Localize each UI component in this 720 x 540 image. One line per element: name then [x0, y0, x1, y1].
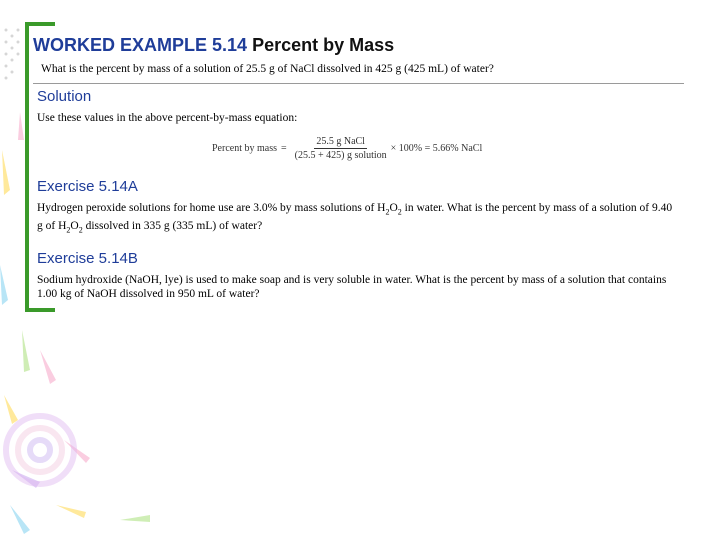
equation-numerator: 25.5 g NaCl [316, 135, 365, 147]
title-main: Percent by Mass [252, 35, 395, 55]
title-prefix: WORKED EXAMPLE 5.14 [33, 35, 248, 55]
dot-pattern-decoration [5, 29, 20, 80]
page-title [33, 35, 394, 56]
swirl-decoration [6, 416, 74, 484]
equation-equals: = [281, 142, 287, 154]
exercise-b-text: Sodium hydroxide (NaOH, lye) is used to make soap and is very soluble in water. What is the percent by mass of a solution that contains 1.00 kg of NaOH dissolved in 950 mL of water? [37, 274, 667, 300]
color-streaks-decoration [0, 112, 150, 534]
divider [33, 83, 684, 84]
percent-by-mass-equation [212, 134, 482, 162]
equation-fraction [295, 136, 387, 161]
exercise-b-heading: Exercise 5.14B [37, 250, 138, 267]
exercise-a-text: Hydrogen peroxide solutions for home use are 3.0% by mass solutions of $H_2O_2$ in water. What is the percent by mass of a solution of 9.40 g of $H_2O_2$ dissolved in 335 g (335 mL) of water? [37, 202, 673, 235]
exercise-a-heading: Exercise 5.14A [37, 178, 138, 195]
equation-result: × 100% = 5.66% NaCl [390, 142, 483, 154]
solution-text: Use these values in the above percent-by-mass equation: [37, 112, 298, 124]
equation-lhs: Percent by mass [212, 142, 277, 154]
question-text: What is the percent by mass of a solution of 25.5 g of NaCl dissolved in 425 g (425 mL) of water? [41, 63, 494, 75]
equation-denominator: (25.5 + 425) g solution [294, 149, 387, 161]
solution-heading: Solution [37, 88, 92, 105]
